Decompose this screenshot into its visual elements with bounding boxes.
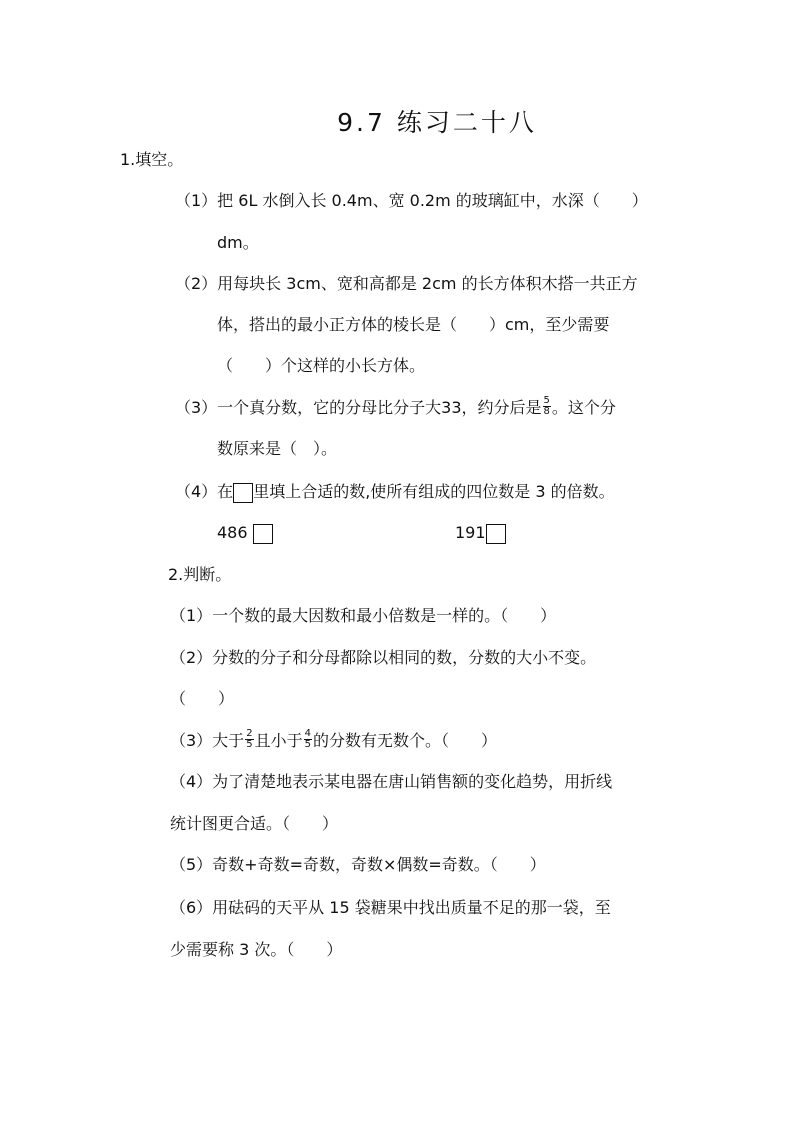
- section-heading-fill: 1.填空。: [120, 150, 184, 169]
- fraction-numerator: 2: [246, 728, 253, 739]
- q4-item-486: [217, 522, 273, 544]
- page-title: 9.7 练习二十八: [337, 108, 537, 137]
- answer-box: [233, 483, 253, 503]
- j6-line1: （6）用砝码的天平从 15 袋糖果中找出质量不足的那一袋，至: [170, 898, 611, 917]
- fraction-denominator: 5: [246, 739, 253, 750]
- q2-line1: （2）用每块长 3cm、宽和高都是 2cm 的长方体积木搭一共正方: [175, 274, 638, 293]
- answer-box-191[interactable]: [486, 524, 506, 544]
- fraction-numerator: 5: [543, 395, 550, 406]
- fraction-denominator: 8: [543, 406, 550, 417]
- q4-number-486: 486: [217, 523, 248, 542]
- q1-line2: dm。: [217, 233, 259, 252]
- q2-line3: （ ）个这样的小长方体。: [217, 356, 426, 375]
- q4-text-b: 里填上合适的数,使所有组成的四位数是 3 的倍数。: [253, 482, 615, 501]
- q4-item-191: [455, 522, 506, 544]
- answer-box-486[interactable]: [253, 524, 273, 544]
- j3-text-b: 且小于: [254, 731, 303, 750]
- j3-text-a: （3）大于: [170, 731, 245, 750]
- fraction-numerator: 4: [304, 728, 311, 739]
- q1-line1: （1）把 6L 水倒入长 0.4m、宽 0.2m 的玻璃缸中，水深（ ）: [175, 191, 648, 210]
- q3-text-b: 。这个分: [551, 398, 616, 417]
- j6-line2: 少需要称 3 次。（ ）: [170, 940, 343, 959]
- j5-line: （5）奇数+奇数=奇数，奇数×偶数=奇数。（ ）: [170, 855, 546, 874]
- q3-line1: [175, 397, 616, 419]
- q4-number-191: 191: [455, 523, 486, 542]
- q3-text-a: （3）一个真分数，它的分母比分子大33，约分后是: [175, 398, 542, 417]
- fraction-denominator: 5: [304, 739, 311, 750]
- section-heading-judge: 2.判断。: [168, 565, 232, 584]
- q4-text-a: （4）在: [175, 482, 234, 501]
- fraction-2-5: [245, 729, 253, 750]
- q3-line2: 数原来是（ ）。: [217, 439, 338, 458]
- fraction-4-5: [304, 729, 312, 750]
- j2-line2: （ ）: [170, 689, 235, 708]
- j4-line2: 统计图更合适。（ ）: [170, 814, 339, 833]
- j3-line: [170, 730, 497, 752]
- j4-line1: （4）为了清楚地表示某电器在唐山销售额的变化趋势，用折线: [170, 772, 613, 791]
- q4-line1: [175, 481, 615, 503]
- fraction-5-8: [543, 396, 551, 417]
- j1-line: （1）一个数的最大因数和最小倍数是一样的。（ ）: [170, 606, 557, 625]
- j3-text-c: 的分数有无数个。（ ）: [312, 731, 497, 750]
- q2-line2: 体，搭出的最小正方体的棱长是（ ）cm，至少需要: [217, 315, 610, 334]
- j2-line1: （2）分数的分子和分母都除以相同的数，分数的大小不变。: [170, 648, 597, 667]
